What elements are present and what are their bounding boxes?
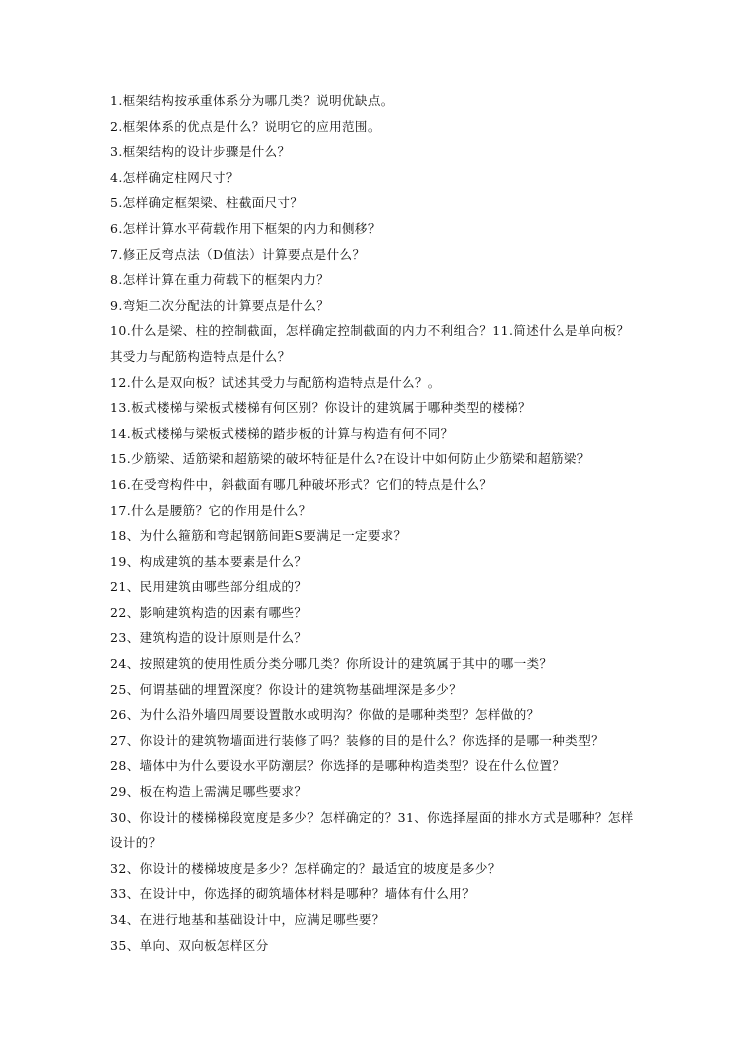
question-line: 35、单向、双向板怎样区分 bbox=[110, 937, 269, 953]
question-line: 17.什么是腰筋？它的作用是什么？ bbox=[110, 502, 312, 518]
question-line: 1.框架结构按承重体系分为哪几类？说明优缺点。 bbox=[110, 93, 394, 108]
question-line: 22、影响建筑构造的因素有哪些？ bbox=[110, 604, 308, 620]
question-line: 14.板式楼梯与梁板式楼梯的踏步板的计算与构造有何不同？ bbox=[110, 425, 454, 441]
question-line: 8.怎样计算在重力荷载下的框架内力？ bbox=[110, 272, 330, 288]
question-line: 19、构成建筑的基本要素是什么？ bbox=[110, 553, 308, 569]
question-line: 6.怎样计算水平荷载作用下框架的内力和侧移？ bbox=[110, 220, 381, 236]
question-line: 21、民用建筑由哪些部分组成的？ bbox=[110, 579, 308, 595]
question-line: 设计的？ bbox=[110, 835, 162, 851]
question-line: 3.框架结构的设计步骤是什么？ bbox=[110, 144, 291, 160]
question-line: 28、墙体中为什么要设水平防潮层？你选择的是哪种构造类型？设在什么位置？ bbox=[110, 758, 566, 774]
question-line: 7.修正反弯点法（D值法）计算要点是什么？ bbox=[110, 246, 366, 262]
question-line: 30、你设计的楼梯梯段宽度是多少？怎样确定的？31、你选择屋面的排水方式是哪种？怎样 bbox=[110, 809, 634, 825]
question-line: 24、按照建筑的使用性质分类分哪几类？你所设计的建筑属于其中的哪一类？ bbox=[110, 656, 553, 672]
question-line: 33、在设计中，你选择的砌筑墙体材料是哪种？墙体有什么用？ bbox=[110, 886, 476, 902]
question-line: 4.怎样确定柱网尺寸？ bbox=[110, 169, 239, 185]
question-line: 29、板在构造上需满足哪些要求？ bbox=[110, 784, 308, 800]
question-line: 13.板式楼梯与梁板式楼梯有何区别？你设计的建筑属于哪种类型的楼梯？ bbox=[110, 400, 531, 416]
question-list bbox=[110, 88, 640, 958]
question-line: 12.什么是双向板？试述其受力与配筋构造特点是什么？。 bbox=[110, 374, 441, 390]
question-line: 9.弯矩二次分配法的计算要点是什么？ bbox=[110, 297, 330, 313]
question-line: 5.怎样确定框架梁、柱截面尺寸？ bbox=[110, 195, 304, 211]
question-line: 26、为什么沿外墙四周要设置散水或明沟？你做的是哪种类型？怎样做的？ bbox=[110, 707, 540, 723]
question-line: 其受力与配筋构造特点是什么？ bbox=[110, 348, 291, 364]
question-line: 34、在进行地基和基础设计中，应满足哪些要？ bbox=[110, 912, 385, 927]
question-line: 2.框架体系的优点是什么？说明它的应用范围。 bbox=[110, 118, 381, 134]
question-line: 27、你设计的建筑物墙面进行装修了吗？装修的目的是什么？你选择的是哪一种类型？ bbox=[110, 732, 605, 748]
question-line: 16.在受弯构件中，斜截面有哪几种破坏形式？它们的特点是什么？ bbox=[110, 476, 493, 492]
question-line: 18、为什么箍筋和弯起钢筋间距S要满足一定要求？ bbox=[110, 528, 407, 544]
question-line: 23、建筑构造的设计原则是什么？ bbox=[110, 630, 308, 646]
question-line: 25、何谓基础的埋置深度？你设计的建筑物基础埋深是多少？ bbox=[110, 681, 463, 697]
question-line: 15.少筋梁、适筋梁和超筋梁的破坏特征是什么?在设计中如何防止少筋梁和超筋梁？ bbox=[110, 451, 590, 467]
question-line: 10.什么是梁、柱的控制截面，怎样确定控制截面的内力不利组合？11.简述什么是单向板？ bbox=[110, 323, 630, 339]
question-line: 32、你设计的楼梯坡度是多少？怎样确定的？最适宜的坡度是多少？ bbox=[110, 860, 501, 876]
